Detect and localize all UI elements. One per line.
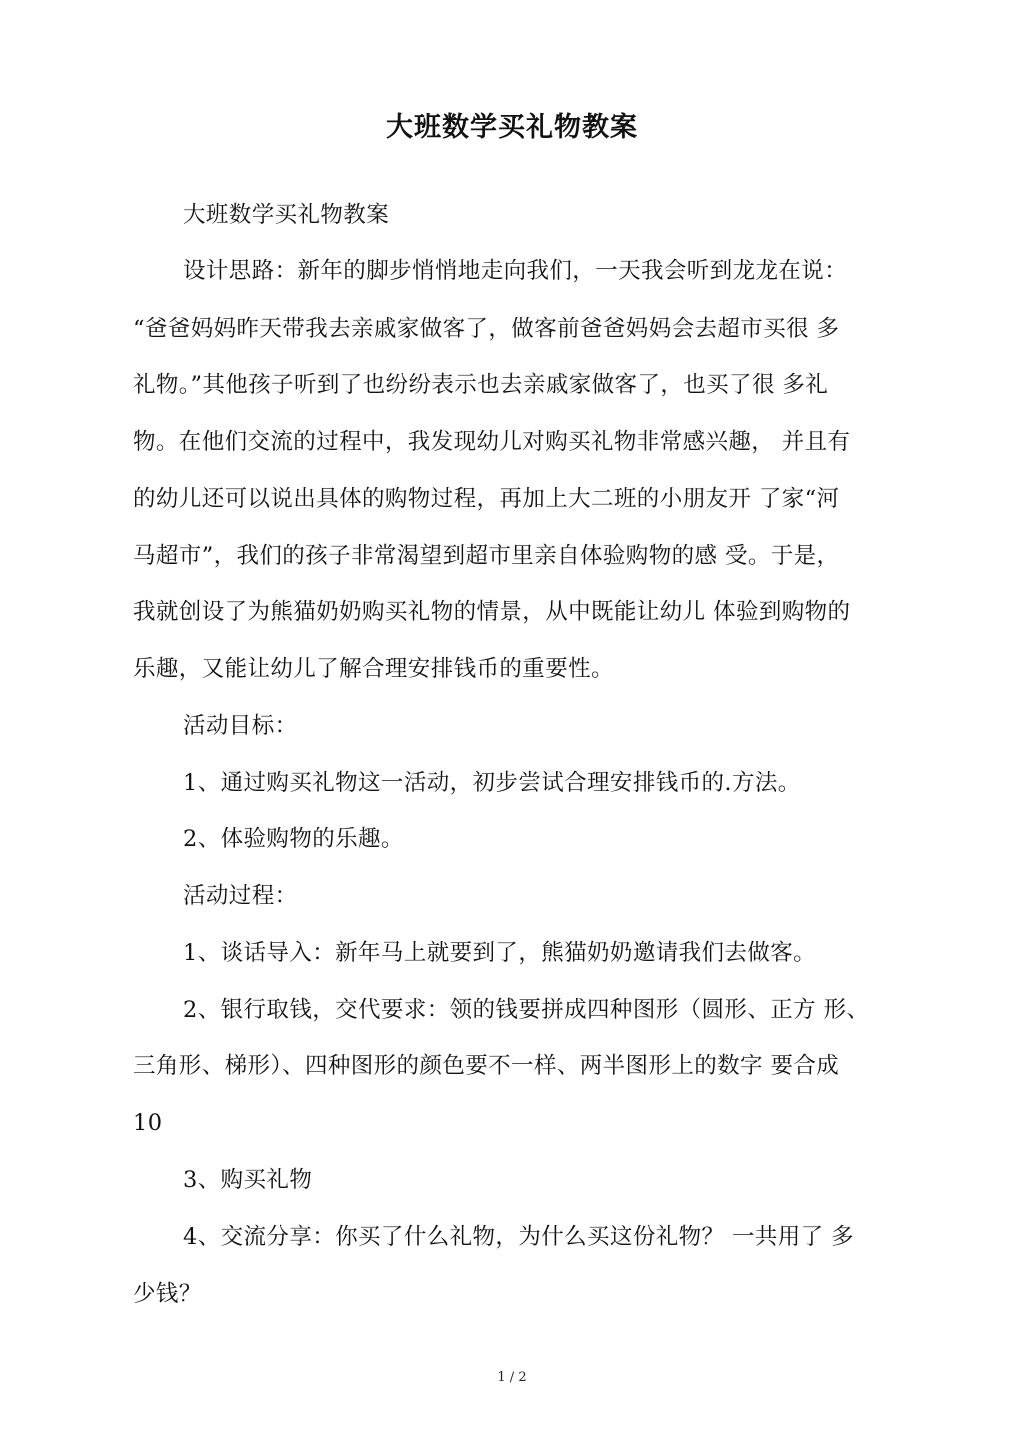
list-item: 3、购买礼物 — [183, 1167, 313, 1193]
text-line: 马超市”，我们的孩子非常渴望到超市里亲自体验购物的感 受。于是， — [133, 543, 840, 569]
list-item: 1、谈话导入：新年马上就要到了，熊猫奶奶邀请我们去做客。 — [183, 940, 817, 966]
text-line: 10 — [133, 1110, 163, 1136]
list-item: 2、银行取钱，交代要求：领的钱要拼成四种图形（圆形、正方 形、 — [183, 997, 870, 1023]
list-item: 2、体验购物的乐趣。 — [183, 826, 404, 852]
text-line: 礼物。”其他孩子听到了也纷纷表示也去亲戚家做客了，也买了很 多礼 — [133, 372, 829, 398]
list-item: 4、交流分享：你买了什么礼物，为什么买这份礼物？ 一共用了 多 — [183, 1224, 855, 1250]
text-line: 设计思路：新年的脚步悄悄地走向我们，一天我会听到龙龙在说： — [183, 258, 848, 284]
page-title: 大班数学买礼物教案 — [386, 112, 638, 143]
text-line: 我就创设了为熊猫奶奶购买礼物的情景，从中既能让幼儿 体验到购物的 — [133, 599, 851, 625]
text-line: 三角形、梯形）、四种图形的颜色要不一样、两半图形上的数字 要合成 — [133, 1053, 840, 1079]
text-line: 大班数学买礼物教案 — [183, 202, 390, 228]
list-item: 1、通过购买礼物这一活动，初步尝试合理安排钱币的.方法。 — [183, 770, 801, 796]
text-line: 乐趣，又能让幼儿了解合理安排钱币的重要性。 — [133, 656, 614, 682]
section-heading: 活动目标： — [183, 713, 298, 739]
text-line: 的幼儿还可以说出具体的购物过程，再加上大二班的小朋友开 了家“河 — [133, 486, 840, 512]
text-line: 少钱？ — [133, 1281, 202, 1307]
page-number: 1 / 2 — [497, 1370, 527, 1385]
section-heading: 活动过程： — [183, 883, 298, 909]
text-line: “爸爸妈妈昨天带我去亲戚家做客了，做客前爸爸妈妈会去超市买很 多 — [133, 316, 840, 342]
text-line: 物。在他们交流的过程中，我发现幼儿对购买礼物非常感兴趣， 并且有 — [133, 429, 851, 455]
